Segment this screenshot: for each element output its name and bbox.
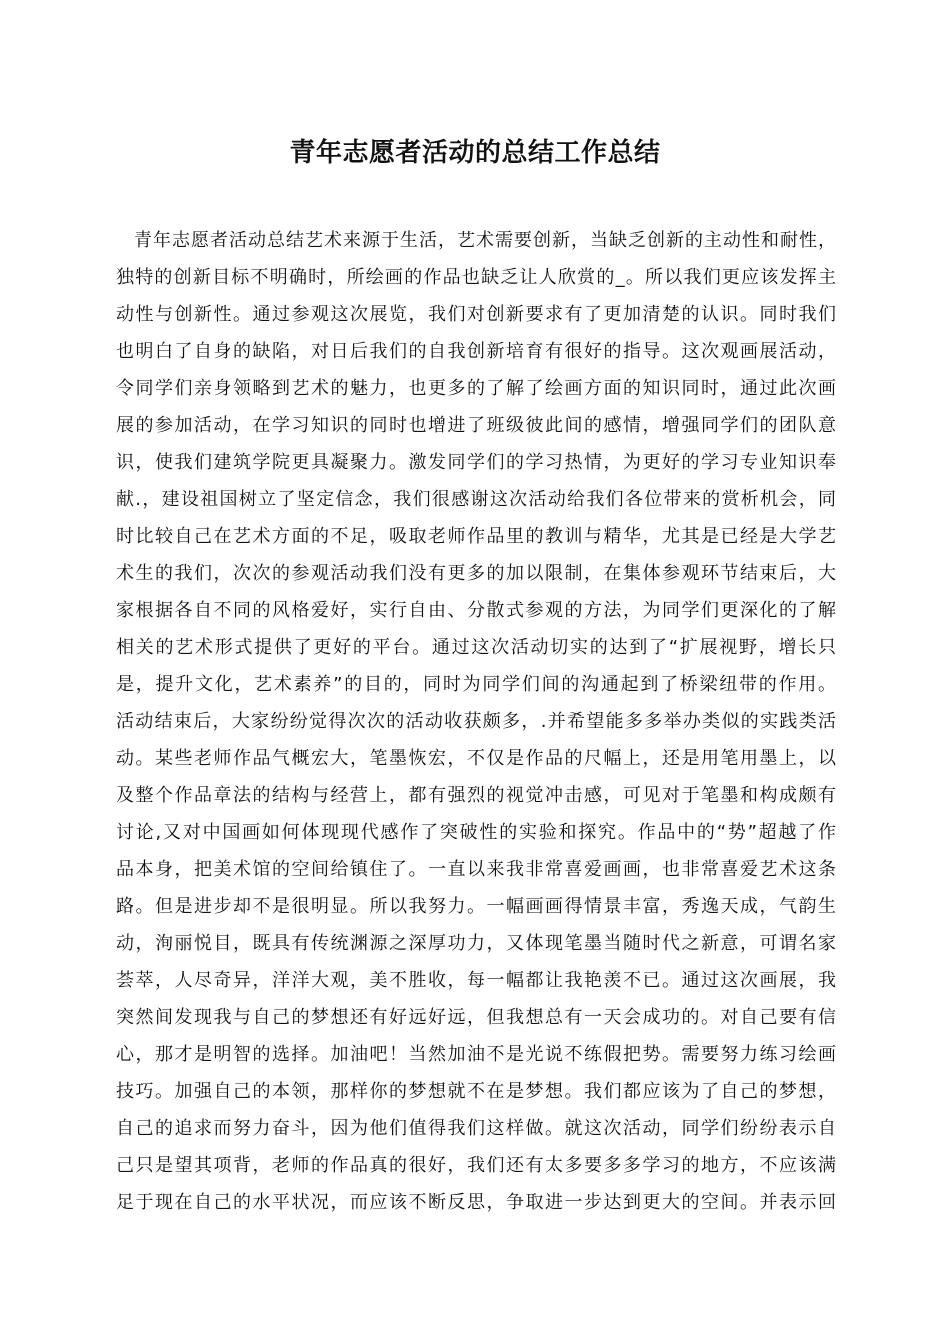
body-line: 术生的我们，次次的参观活动我们没有更多的加以限制，在集体参观环节结束后，大 [116, 563, 836, 584]
body-line: 独特的创新目标不明确时，所绘画的作品也缺乏让人欣赏的_。所以我们更应该发挥主 [116, 267, 836, 288]
document-body [116, 222, 836, 1221]
body-line: 令同学们亲身领略到艺术的魅力，也更多的了解了绘画方面的知识同时，通过此次画 [116, 378, 836, 399]
body-line: 足于现在自己的水平状况，而应该不断反思，争取进一步达到更大的空间。并表示回 [116, 1192, 836, 1213]
body-line: 技巧。加强自己的本领，那样你的梦想就不在是梦想。我们都应该为了自己的梦想， [116, 1081, 836, 1102]
body-line: 动性与创新性。通过参观这次展览，我们对创新要求有了更加清楚的认识。同时我们 [116, 304, 836, 325]
body-line: 活动结束后，大家纷纷觉得次次的活动收获颇多，.并希望能多多举办类似的实践类活 [116, 711, 836, 732]
body-line: 自己的追求而努力奋斗，因为他们值得我们这样做。就这次活动，同学们纷纷表示自 [116, 1118, 836, 1139]
body-line: 家根据各自不同的风格爱好，实行自由、分散式参观的方法，为同学们更深化的了解 [116, 600, 836, 621]
body-line: 是，提升文化，艺术素养”的目的，同时为同学们间的沟通起到了桥梁纽带的作用。 [116, 674, 836, 695]
body-line: 动，洵丽悦目，既具有传统渊源之深厚功力，又体现笔墨当随时代之新意，可谓名家 [116, 933, 836, 954]
body-line: 识，使我们建筑学院更具凝聚力。激发同学们的学习热情，为更好的学习专业知识奉 [116, 452, 836, 473]
body-line: 荟萃，人尽奇异，洋洋大观，美不胜收，每一幅都让我艳羡不已。通过这次画展，我 [116, 970, 836, 991]
body-line: 也明白了自身的缺陷，对日后我们的自我创新培育有很好的指导。这次观画展活动， [116, 341, 836, 362]
body-line: 展的参加活动，在学习知识的同时也增进了班级彼此间的感情，增强同学们的团队意 [116, 415, 836, 436]
body-line: 相关的艺术形式提供了更好的平台。通过这次活动切实的达到了“扩展视野，增长只 [116, 637, 836, 658]
body-line: 心，那才是明智的选择。加油吧！当然加油不是光说不练假把势。需要努力练习绘画 [116, 1044, 836, 1065]
body-line: 及整个作品章法的结构与经营上，都有强烈的视觉冲击感，可见对于笔墨和构成颇有 [116, 785, 836, 806]
body-line: 品本身，把美术馆的空间给镇住了。一直以来我非常喜爱画画，也非常喜爱艺术这条 [116, 859, 836, 880]
body-line: 动。某些老师作品气概宏大，笔墨恢宏，不仅是作品的尺幅上，还是用笔用墨上，以 [116, 748, 836, 769]
body-line: 时比较自己在艺术方面的不足，吸取老师作品里的教训与精华，尤其是已经是大学艺 [116, 526, 836, 547]
body-line: 己只是望其项背，老师的作品真的很好，我们还有太多要多多学习的地方，不应该满 [116, 1155, 836, 1176]
document-title: 青年志愿者活动的总结工作总结 [289, 138, 661, 168]
body-line: 讨论,又对中国画如何体现现代感作了突破性的实验和探究。作品中的“势”超越了作 [116, 822, 836, 843]
body-line: 青年志愿者活动总结艺术来源于生活，艺术需要创新，当缺乏创新的主动性和耐性， [134, 230, 836, 251]
body-line: 路。但是进步却不是很明显。所以我努力。一幅画画得情景丰富，秀逸天成，气韵生 [116, 896, 836, 917]
body-line: 突然间发现我与自己的梦想还有好远好远，但我想总有一天会成功的。对自己要有信 [116, 1007, 836, 1028]
body-line: 献.，建设祖国树立了坚定信念，我们很感谢这次活动给我们各位带来的赏析机会，同 [116, 489, 836, 510]
